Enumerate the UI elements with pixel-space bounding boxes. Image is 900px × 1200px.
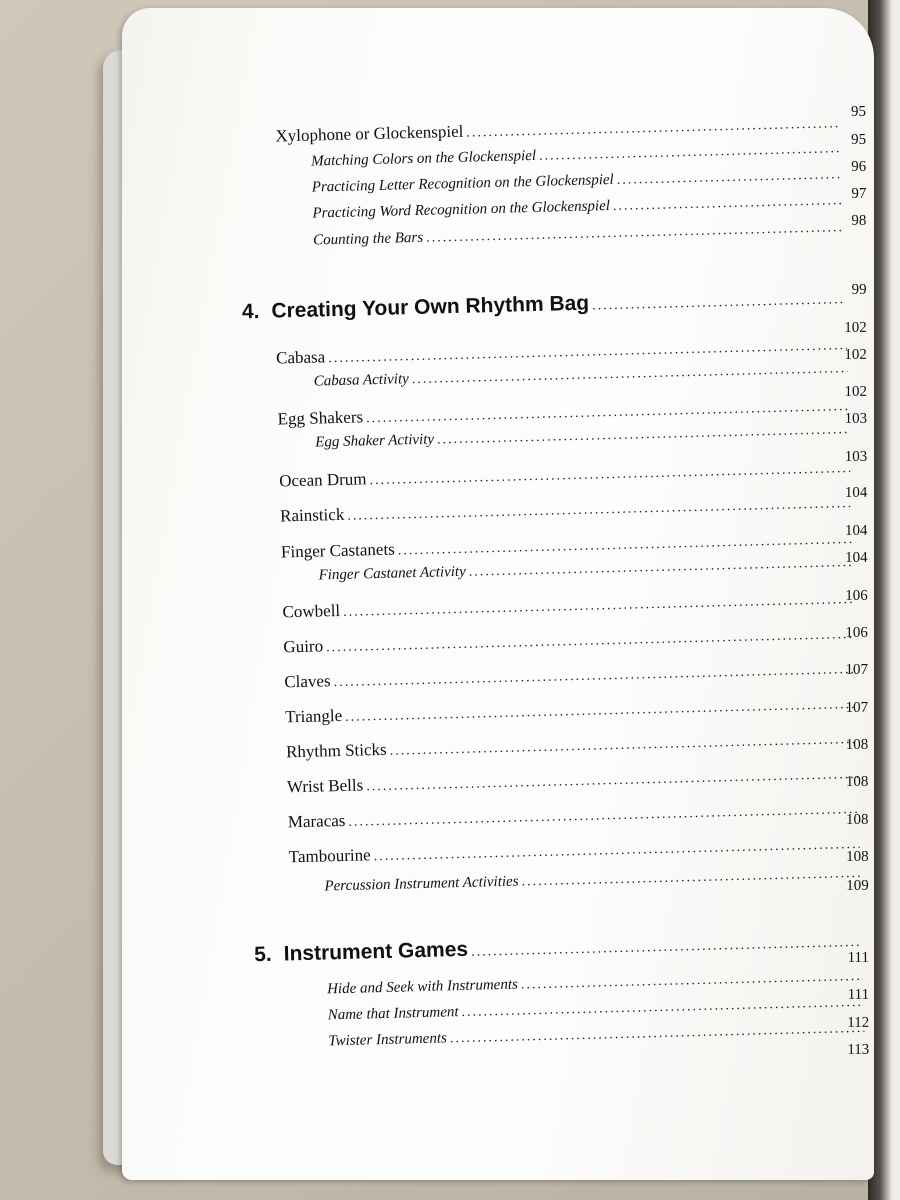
toc-entry-title: Practicing Word Recognition on the Glockenspiel bbox=[312, 198, 611, 222]
toc-entry-title: Name that Instrument bbox=[327, 1004, 459, 1024]
leader-dots bbox=[592, 292, 846, 314]
leader-dots bbox=[466, 116, 841, 141]
toc-chapter bbox=[254, 928, 866, 967]
leader-dots bbox=[471, 935, 862, 961]
toc-entry-title: Ocean Drum bbox=[278, 469, 367, 491]
toc-entry-title: Cabasa Activity bbox=[313, 371, 410, 390]
leader-dots bbox=[366, 767, 858, 795]
page-number: 108 bbox=[845, 736, 869, 753]
toc-entry-title: Practicing Letter Recognition on the Glockenspiel bbox=[311, 171, 614, 196]
toc-entry bbox=[288, 798, 863, 833]
page-number: 95 bbox=[850, 103, 867, 120]
page-number: 95 bbox=[851, 131, 867, 148]
leader-dots bbox=[347, 496, 851, 525]
page-number: 106 bbox=[845, 587, 868, 604]
chapter-title: Creating Your Own Rhythm Bag bbox=[271, 291, 590, 323]
toc-entry bbox=[287, 763, 862, 798]
chapter-number: 5. bbox=[253, 942, 272, 967]
toc-entry-title: Cowbell bbox=[282, 600, 341, 622]
toc-entry-title: Egg Shakers bbox=[277, 407, 364, 429]
leader-dots bbox=[345, 697, 856, 726]
page-number: 109 bbox=[846, 877, 869, 894]
leader-dots bbox=[469, 555, 853, 581]
page-number: 107 bbox=[845, 661, 869, 678]
toc-entry-title: Counting the Bars bbox=[312, 229, 424, 249]
leader-dots bbox=[333, 662, 855, 691]
leader-dots bbox=[373, 837, 859, 865]
leader-dots bbox=[390, 732, 858, 760]
toc-entry-title: Guiro bbox=[283, 636, 324, 657]
toc-entry-title: Hide and Seek with Instruments bbox=[326, 976, 519, 998]
leader-dots bbox=[412, 361, 848, 388]
toc-entry-title: Xylophone or Glockenspiel bbox=[275, 121, 464, 146]
leader-dots bbox=[521, 866, 860, 891]
toc-entry bbox=[280, 492, 855, 527]
leader-dots bbox=[521, 969, 863, 994]
toc-entry-title: Maracas bbox=[287, 810, 346, 832]
page-number: 104 bbox=[844, 522, 868, 539]
toc-entry bbox=[284, 658, 859, 693]
leader-dots bbox=[348, 802, 859, 831]
page-number: 108 bbox=[845, 811, 869, 828]
toc-entry bbox=[328, 1020, 868, 1051]
page-number: 103 bbox=[844, 410, 868, 427]
page-number: 99 bbox=[851, 281, 867, 298]
leader-dots bbox=[426, 220, 844, 247]
toc-entry bbox=[327, 968, 867, 999]
toc-entry-title: Claves bbox=[284, 671, 331, 692]
page-number: 96 bbox=[851, 158, 867, 175]
page-number: 108 bbox=[845, 773, 869, 790]
leader-dots bbox=[437, 422, 849, 448]
toc-entry bbox=[279, 457, 854, 492]
toc-entry bbox=[286, 728, 861, 763]
page-number: 97 bbox=[851, 185, 867, 202]
toc-entry-title: Rhythm Sticks bbox=[285, 739, 387, 762]
toc-entry-title: Finger Castanets bbox=[280, 539, 396, 562]
toc-entry-title: Twister Instruments bbox=[328, 1030, 448, 1050]
leader-dots bbox=[326, 627, 855, 656]
toc-entry-title: Matching Colors on the Glockenspiel bbox=[310, 147, 537, 170]
toc-entry-title: Triangle bbox=[284, 705, 343, 727]
page-number: 102 bbox=[844, 319, 867, 336]
toc-entry bbox=[282, 588, 857, 623]
page-number: 112 bbox=[847, 1014, 870, 1031]
page-number: 102 bbox=[844, 346, 867, 363]
toc-entry bbox=[313, 219, 848, 250]
toc-chapter bbox=[242, 285, 850, 324]
page-number: 106 bbox=[845, 624, 868, 641]
toc-entry-title: Cabasa bbox=[275, 347, 326, 368]
toc-entry-title: Finger Castanet Activity bbox=[318, 563, 466, 584]
book-page bbox=[122, 8, 874, 1180]
page-number: 111 bbox=[847, 986, 870, 1003]
toc-entry bbox=[283, 623, 858, 658]
leader-dots bbox=[613, 193, 844, 215]
toc-entry bbox=[288, 833, 863, 868]
leader-dots bbox=[369, 461, 850, 489]
chapter-title: Instrument Games bbox=[283, 937, 469, 966]
toc-entry-title: Tambourine bbox=[288, 845, 371, 867]
page-number: 111 bbox=[847, 949, 870, 966]
page-number: 104 bbox=[844, 484, 868, 501]
toc-entry-title: Wrist Bells bbox=[286, 775, 364, 797]
leader-dots bbox=[539, 141, 842, 165]
leader-dots bbox=[343, 592, 854, 621]
toc-entry bbox=[312, 192, 847, 223]
toc-entry-title: Rainstick bbox=[279, 504, 345, 526]
leader-dots bbox=[461, 995, 863, 1021]
toc-entry-title: Egg Shaker Activity bbox=[315, 431, 435, 451]
chapter-number: 4. bbox=[241, 299, 260, 324]
toc-entry bbox=[311, 140, 846, 171]
page-number: 108 bbox=[846, 848, 869, 865]
toc-entry bbox=[285, 693, 860, 728]
leader-dots bbox=[617, 167, 843, 189]
toc-entry bbox=[328, 994, 868, 1025]
page-number: 107 bbox=[845, 699, 869, 716]
leader-dots bbox=[450, 1021, 865, 1047]
table-of-contents bbox=[214, 62, 844, 1050]
toc-entry bbox=[324, 865, 864, 896]
toc-entry bbox=[312, 166, 847, 197]
page-number: 103 bbox=[844, 448, 868, 465]
page-number: 104 bbox=[845, 549, 868, 566]
page-number: 102 bbox=[844, 383, 868, 400]
page-number: 98 bbox=[851, 212, 867, 229]
toc-entry-title: Percussion Instrument Activities bbox=[324, 873, 519, 895]
page-number: 113 bbox=[847, 1041, 870, 1058]
